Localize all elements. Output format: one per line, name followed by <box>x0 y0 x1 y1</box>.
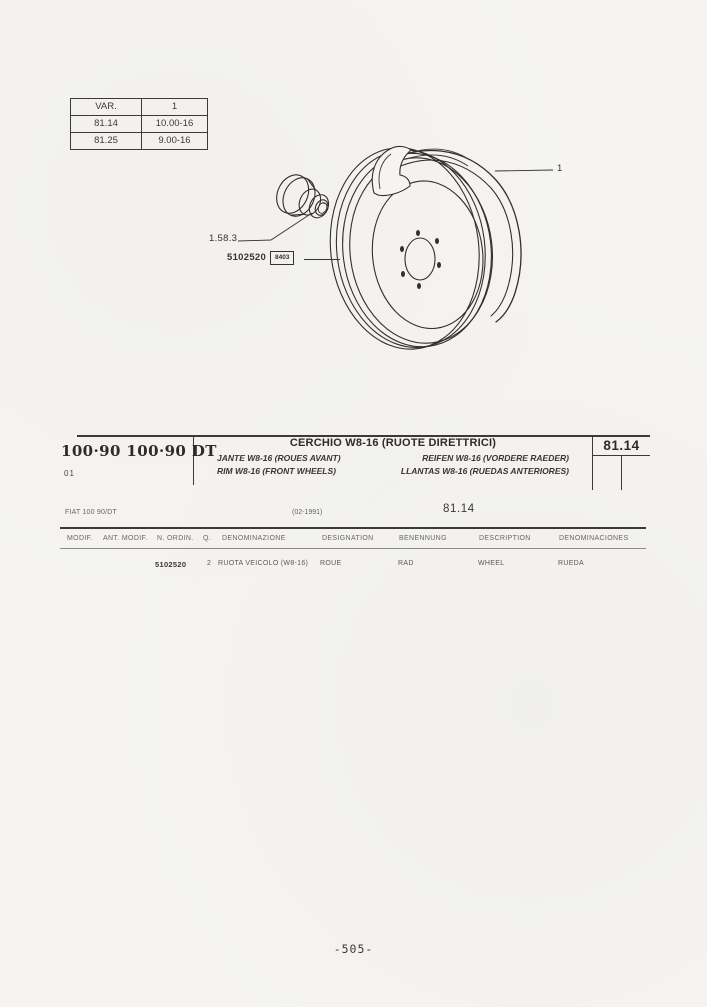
page-number: -505- <box>333 942 374 956</box>
callout-part-number: 5102520 <box>227 252 267 263</box>
wheel-diagram <box>180 128 600 428</box>
quantity-cell: 2 <box>207 560 212 567</box>
variant-code: 81.14 <box>71 116 142 132</box>
catalog-reference: FIAT 100 90/DT <box>65 509 117 516</box>
subheader-section-code: 81.14 <box>443 503 475 515</box>
section-code-stub <box>621 456 622 490</box>
part-number-cell: 5102520 <box>155 560 187 569</box>
print-code: 01 <box>64 469 75 478</box>
tire-size: 10.00-16 <box>155 118 194 129</box>
col-n-ordin: N. ORDIN. <box>157 535 194 542</box>
variant-table-header-row <box>71 99 207 115</box>
section-subtitles-left <box>217 452 341 478</box>
section-title-english: RIM W8-16 (FRONT WHEELS) <box>217 466 336 476</box>
denominazione-cell: RUOTA VEICOLO (W8-16) <box>218 560 309 567</box>
catalog-date: (02-1991) <box>292 509 323 516</box>
table-header-rule <box>60 548 646 549</box>
rim-drawing <box>319 138 503 358</box>
section-title-spanish: LLANTAS W8-16 (RUEDAS ANTERIORES) <box>400 466 569 476</box>
leader-line-hub <box>238 213 312 241</box>
section-title-french: JANTE W8-16 (ROUES AVANT) <box>217 453 341 463</box>
tire-section-flap <box>372 146 411 195</box>
col-q: Q. <box>203 535 212 542</box>
section-code: 81.14 <box>603 438 640 453</box>
center-hole <box>405 238 435 280</box>
designation-cell: ROUE <box>320 560 342 567</box>
description-cell: WHEEL <box>478 560 505 567</box>
col-denominaciones: DENOMINACIONES <box>559 535 629 542</box>
section-title-german: REIFEN W8-16 (VORDERE RAEDER) <box>422 453 569 463</box>
leader-line-tire <box>495 170 553 171</box>
col-denominazione: DENOMINAZIONE <box>222 535 286 542</box>
callout-item-1: 1 <box>557 163 563 174</box>
denominaciones-cell: RUEDA <box>558 560 585 567</box>
callout-hub-ref: 1.58.3 <box>209 233 238 244</box>
col-modif: MODIF. <box>67 535 93 542</box>
section-title-italian: CERCHIO W8-16 (RUOTE DIRETTRICI) <box>289 437 497 449</box>
benennung-cell: RAD <box>398 560 414 567</box>
col-designation: DESIGNATION <box>322 535 374 542</box>
hub-drawing <box>271 170 336 229</box>
callout-table-ref-box: 8403 <box>270 251 294 265</box>
model-name: 100·90 100·90 DT <box>61 442 217 460</box>
variant-col-value-header: 1 <box>171 101 178 112</box>
tire-size: 9.00-16 <box>158 135 191 146</box>
variant-col-header: VAR. <box>71 99 142 115</box>
col-ant-modif: ANT. MODIF. <box>103 535 148 542</box>
col-benennung: BENENNUNG <box>399 535 447 542</box>
variant-code: 81.25 <box>71 133 142 149</box>
section-subtitles-right <box>358 452 569 478</box>
col-description: DESCRIPTION <box>479 535 531 542</box>
subheader-rule <box>60 527 646 529</box>
